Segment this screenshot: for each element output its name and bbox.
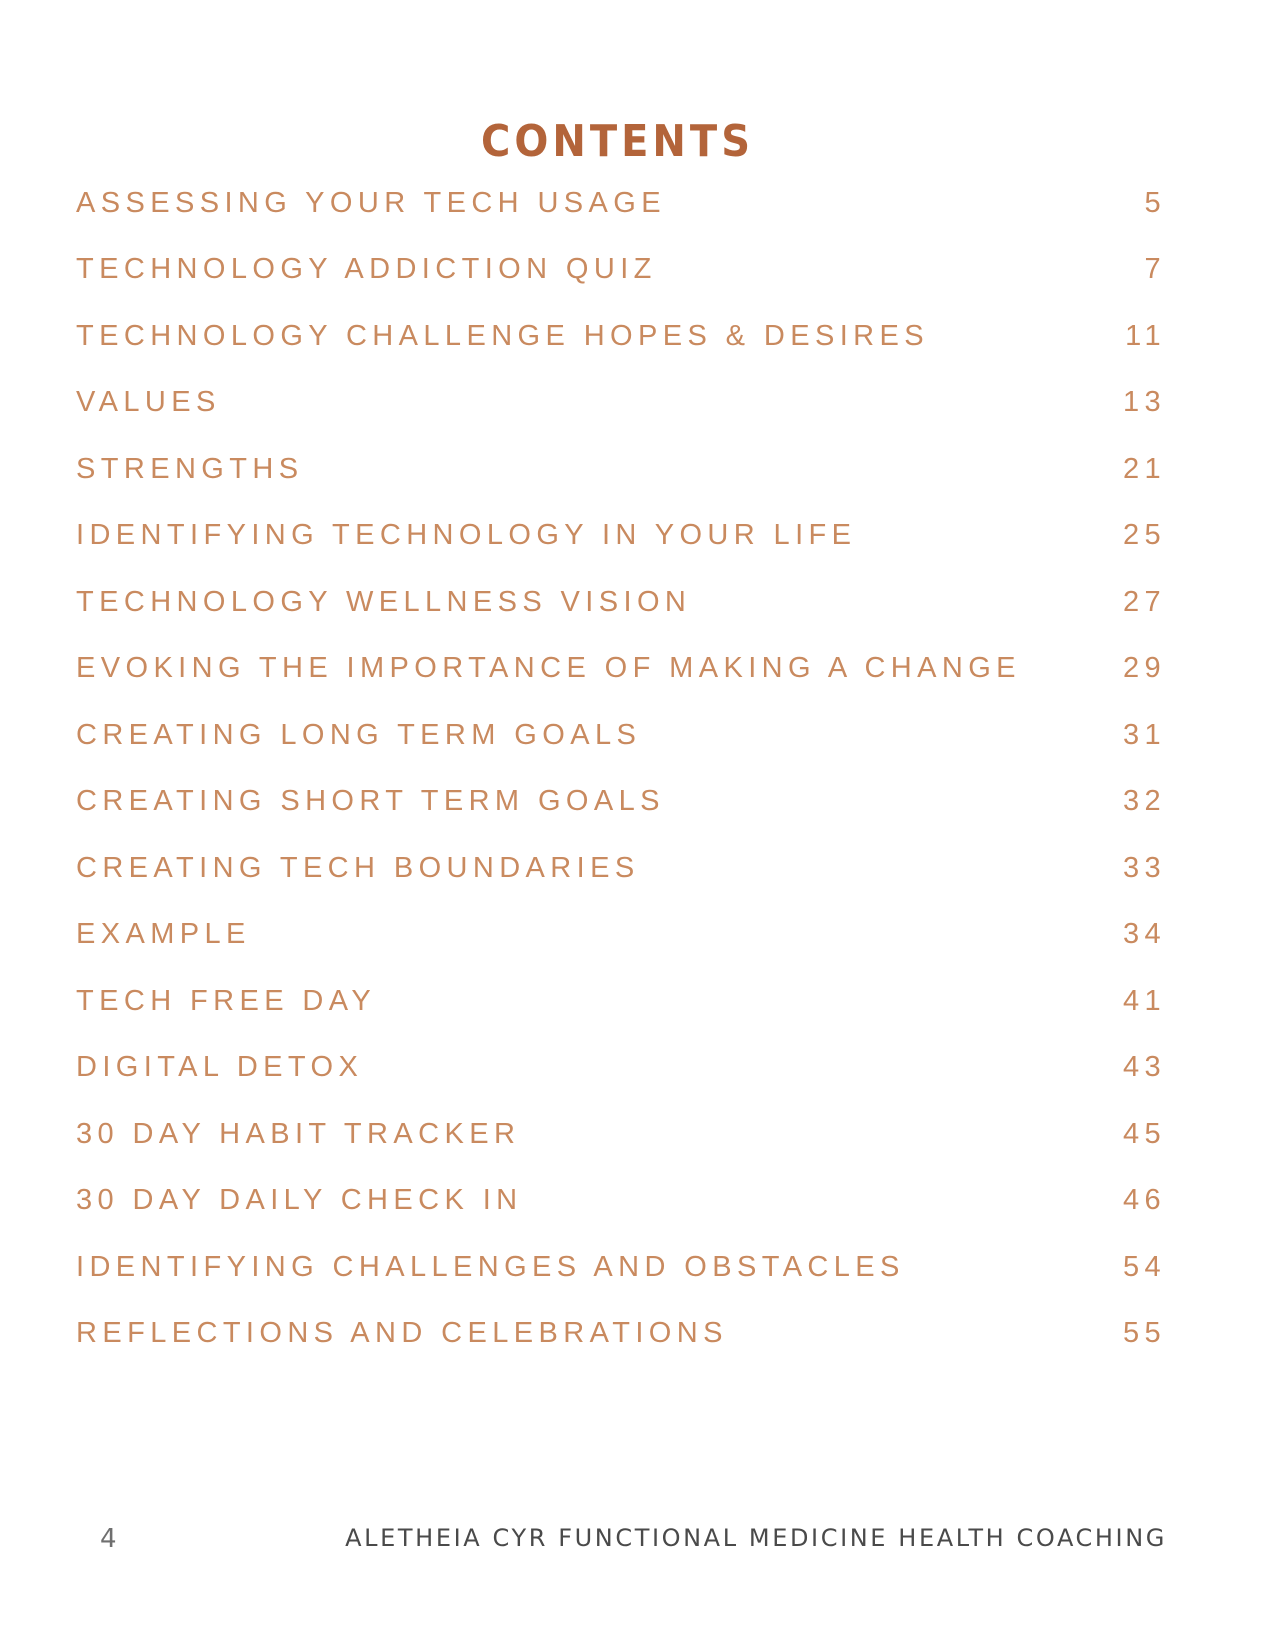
toc-entry-page: 27 bbox=[1122, 585, 1166, 618]
toc-entry-title: DIGITAL DETOX bbox=[76, 1051, 364, 1084]
toc-entry[interactable] bbox=[76, 636, 1166, 703]
page-number: 4 bbox=[100, 1524, 117, 1554]
page-title: CONTENTS bbox=[480, 116, 754, 167]
toc-entry-page: 29 bbox=[1122, 652, 1166, 685]
toc-entry-title: REFLECTIONS AND CELEBRATIONS bbox=[76, 1317, 728, 1350]
toc-entry[interactable] bbox=[76, 1101, 1166, 1168]
toc-entry-page: 25 bbox=[1122, 519, 1166, 552]
toc-entry-title: TECHNOLOGY CHALLENGE HOPES & DESIRES bbox=[76, 319, 929, 352]
toc-entry-page: 41 bbox=[1122, 984, 1166, 1017]
toc-entry[interactable] bbox=[76, 170, 1166, 237]
toc-entry[interactable] bbox=[76, 1301, 1166, 1368]
toc-entry[interactable] bbox=[76, 1168, 1166, 1235]
toc-entry-title: ASSESSING YOUR TECH USAGE bbox=[76, 186, 666, 219]
toc-entry-page: 32 bbox=[1122, 785, 1166, 818]
toc-entry-page: 43 bbox=[1122, 1051, 1166, 1084]
toc-entry-title: 30 DAY DAILY CHECK IN bbox=[76, 1184, 523, 1217]
toc-entry-title: CREATING SHORT TERM GOALS bbox=[76, 785, 665, 818]
toc-entry[interactable] bbox=[76, 1234, 1166, 1301]
toc-entry-title: 30 DAY HABIT TRACKER bbox=[76, 1117, 521, 1150]
toc-entry[interactable] bbox=[76, 303, 1166, 370]
toc-entry-page: 5 bbox=[1144, 186, 1166, 219]
toc-entry-page: 34 bbox=[1122, 918, 1166, 951]
toc-entry[interactable] bbox=[76, 237, 1166, 304]
toc-entry[interactable] bbox=[76, 968, 1166, 1035]
toc-entry[interactable] bbox=[76, 902, 1166, 969]
toc-entry-page: 13 bbox=[1122, 386, 1166, 419]
toc-entry-title: TECHNOLOGY WELLNESS VISION bbox=[76, 585, 692, 618]
toc-entry-title: CREATING LONG TERM GOALS bbox=[76, 718, 642, 751]
toc-entry[interactable] bbox=[76, 569, 1166, 636]
toc-entry-page: 46 bbox=[1122, 1184, 1166, 1217]
toc-entry[interactable] bbox=[76, 370, 1166, 437]
toc-entry[interactable] bbox=[76, 1035, 1166, 1102]
toc-entry[interactable] bbox=[76, 702, 1166, 769]
toc-entry-page: 33 bbox=[1122, 851, 1166, 884]
toc-entry-page: 21 bbox=[1122, 452, 1166, 485]
footer-credit: ALETHEIA CYR FUNCTIONAL MEDICINE HEALTH COACHING bbox=[345, 1524, 1167, 1552]
toc-entry-title: IDENTIFYING CHALLENGES AND OBSTACLES bbox=[76, 1250, 905, 1283]
toc-entry-title: TECHNOLOGY ADDICTION QUIZ bbox=[76, 253, 657, 286]
toc-entry-title: CREATING TECH BOUNDARIES bbox=[76, 851, 640, 884]
toc-entry-page: 55 bbox=[1122, 1317, 1166, 1350]
toc-entry[interactable] bbox=[76, 436, 1166, 503]
toc-entry-page: 11 bbox=[1125, 319, 1166, 352]
toc-entry-title: IDENTIFYING TECHNOLOGY IN YOUR LIFE bbox=[76, 519, 857, 552]
toc-entry-title: TECH FREE DAY bbox=[76, 984, 377, 1017]
toc-entry[interactable] bbox=[76, 503, 1166, 570]
toc-entry-page: 7 bbox=[1144, 253, 1166, 286]
toc-entry-title: STRENGTHS bbox=[76, 452, 304, 485]
toc-entry-title: VALUES bbox=[76, 386, 221, 419]
toc-entry-page: 45 bbox=[1122, 1117, 1166, 1150]
toc-entry-title: EVOKING THE IMPORTANCE OF MAKING A CHANGE bbox=[76, 652, 1021, 685]
table-of-contents bbox=[76, 170, 1166, 1367]
toc-entry-title: EXAMPLE bbox=[76, 918, 251, 951]
toc-entry-page: 54 bbox=[1122, 1250, 1166, 1283]
toc-entry[interactable] bbox=[76, 835, 1166, 902]
toc-entry[interactable] bbox=[76, 769, 1166, 836]
toc-entry-page: 31 bbox=[1122, 718, 1166, 751]
